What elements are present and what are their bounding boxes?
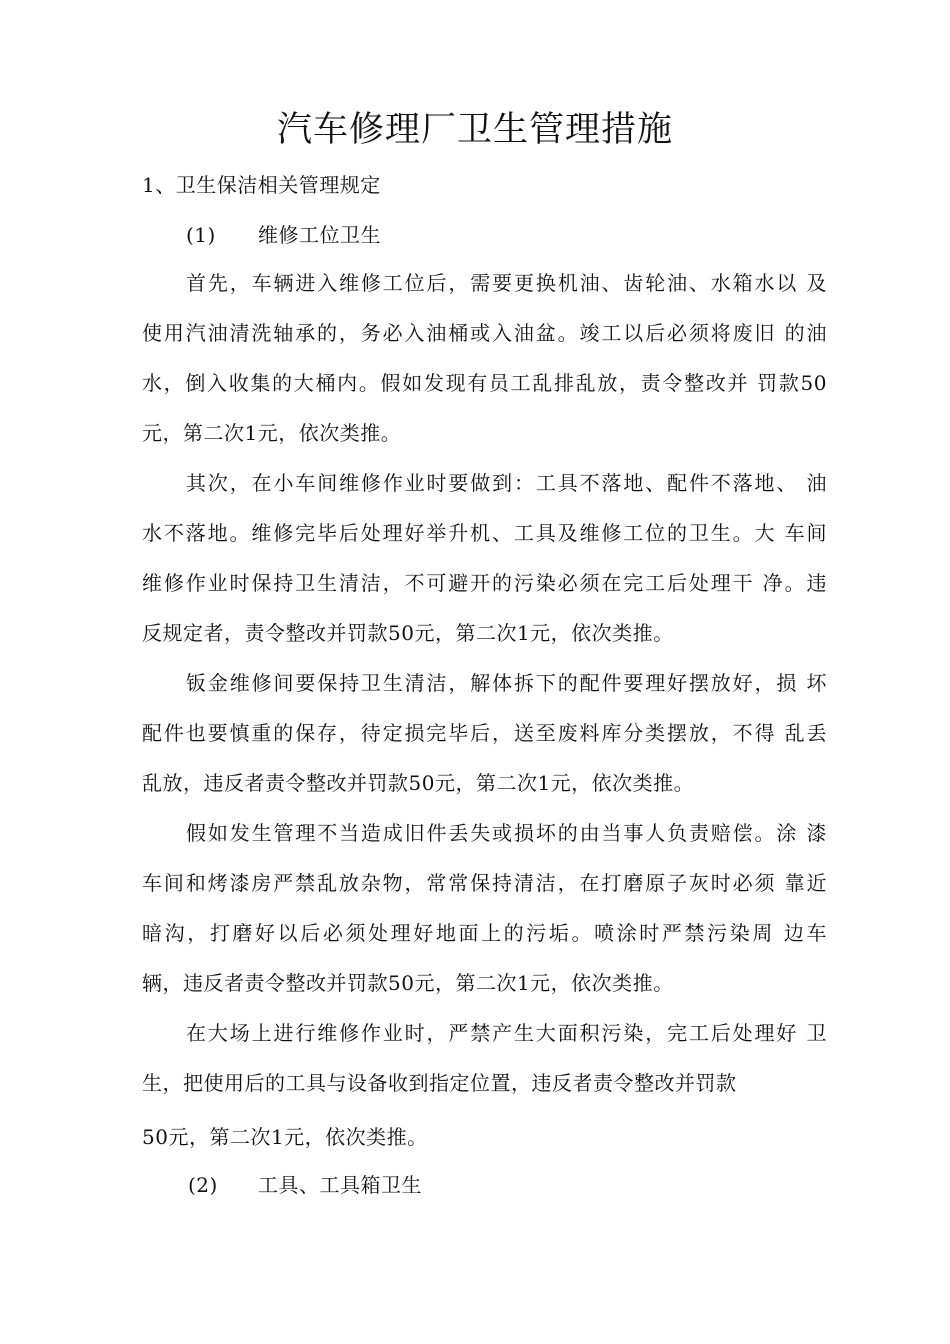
subsection-title: 工具、工具箱卫生 bbox=[258, 1173, 422, 1197]
paragraph-line: 首先，车辆进入维修工位后，需要更换机油、齿轮油、水箱水以 及 bbox=[186, 271, 827, 295]
paragraph-line: 其次，在小车间维修作业时要做到：工具不落地、配件不落地、 油 bbox=[186, 471, 827, 495]
paragraph-line: 配件也要慎重的保存，待定损完毕后，送至废料库分类摆放，不得 乱丢 bbox=[142, 721, 827, 745]
paragraph-line: 水不落地。维修完毕后处理好举升机、工具及维修工位的卫生。大 车间 bbox=[142, 521, 827, 545]
paragraph-line: 假如发生管理不当造成旧件丢失或损坏的由当事人负责赔偿。涂 漆 bbox=[186, 821, 827, 845]
paragraph-line: 维修作业时保持卫生清洁，不可避开的污染必须在完工后处理干 净。违 bbox=[142, 571, 827, 595]
paragraph-line: 暗沟，打磨好以后必须处理好地面上的污垢。喷涂时严禁污染周 边车 bbox=[142, 921, 827, 945]
paragraph-line: 50元，第二次1元，依次类推。 bbox=[142, 1125, 428, 1149]
paragraph-line: 反规定者，责令整改并罚款50元，第二次1元，依次类推。 bbox=[142, 621, 674, 645]
paragraph-line: 钣金维修间要保持卫生清洁，解体拆下的配件要理好摆放好，损 坏 bbox=[186, 671, 827, 695]
subsection-title: 维修工位卫生 bbox=[258, 223, 381, 247]
paragraph-line: 元，第二次1元，依次类推。 bbox=[142, 421, 402, 445]
paragraph-line: 乱放，违反者责令整改并罚款50元，第二次1元，依次类推。 bbox=[142, 771, 695, 795]
subsection-number: (2) bbox=[188, 1173, 218, 1197]
paragraph-line: 车间和烤漆房严禁乱放杂物，常常保持清洁，在打磨原子灰时必须 靠近 bbox=[142, 871, 827, 895]
subsection-number: (1) bbox=[186, 223, 216, 247]
paragraph-line: 辆，违反者责令整改并罚款50元，第二次1元，依次类推。 bbox=[142, 971, 674, 995]
paragraph-line: 生，把使用后的工具与设备收到指定位置，违反者责令整改并罚款 bbox=[142, 1071, 737, 1095]
paragraph-line: 在大场上进行维修作业时，严禁产生大面积污染，完工后处理好 卫 bbox=[186, 1021, 827, 1045]
paragraph-line: 使用汽油清洗轴承的，务必入油桶或入油盆。竣工以后必须将废旧 的油 bbox=[142, 321, 827, 345]
paragraph-line: 水，倒入收集的大桶内。假如发现有员工乱排乱放，责令整改并 罚款50 bbox=[142, 371, 827, 395]
document-title: 汽车修理厂卫生管理措施 bbox=[276, 110, 673, 150]
section-heading: 1、卫生保洁相关管理规定 bbox=[142, 173, 381, 197]
